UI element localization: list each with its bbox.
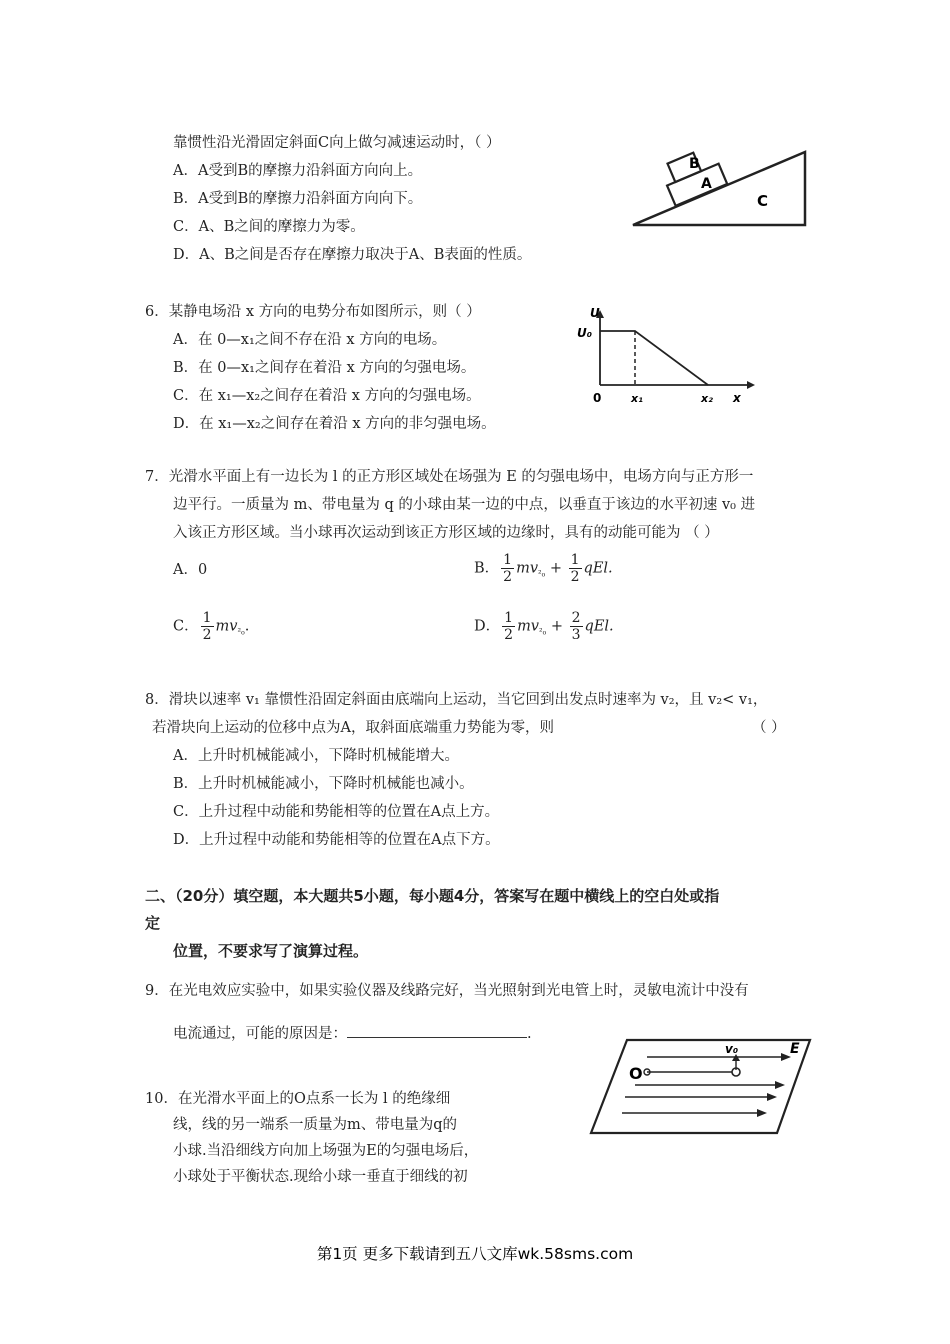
q5-incline-figure bbox=[625, 140, 815, 235]
q9-answer-blank[interactable] bbox=[347, 1023, 527, 1038]
section2-heading-2: 定 bbox=[145, 914, 161, 932]
x1-label: x₁ bbox=[631, 392, 643, 405]
q8-paren: （ ） bbox=[752, 720, 786, 736]
q7-option-b: B． $\frac{1}{2}$ $mv_{^2_0}$ + $\frac{1}{2}$ qEl. bbox=[474, 552, 613, 585]
q5-option-b: B．A受到B的摩擦力沿斜面方向向下。 bbox=[173, 191, 423, 207]
q7-option-d: D． $\frac{1}{2}$ $mv_{^2_0}$ + $\frac{2}{3}$ qEl. bbox=[474, 610, 614, 643]
origin-label: 0 bbox=[593, 391, 602, 405]
label-a: A bbox=[701, 176, 712, 192]
label-v0: v₀ bbox=[725, 1042, 739, 1056]
q8-option-d: D．上升过程中动能和势能相等的位置在A点下方。 bbox=[173, 832, 500, 848]
q6-option-b: B．在 0—x₁之间存在着沿 x 方向的匀强电场。 bbox=[173, 360, 476, 376]
axis-u-label: U bbox=[590, 306, 600, 320]
axis-x-label: x bbox=[733, 391, 741, 405]
q8-line-2: 若滑块向上运动的位移中点为A，取斜面底端重力势能为零，则 bbox=[152, 720, 554, 736]
label-e: E bbox=[790, 1041, 800, 1057]
q7-option-c: C． $\frac{1}{2}$ $mv_{^2_0}$. bbox=[173, 610, 250, 643]
label-o: O bbox=[629, 1064, 643, 1083]
q5-option-d: D．A、B之间是否存在摩擦力取决于A、B表面的性质。 bbox=[173, 247, 532, 263]
q6-option-a: A．在 0—x₁之间不存在沿 x 方向的电场。 bbox=[173, 332, 447, 348]
q6-option-d: D．在 x₁—x₂之间存在着沿 x 方向的非匀强电场。 bbox=[173, 416, 496, 432]
q6-stem: 6．某静电场沿 x 方向的电势分布如图所示，则（ ） bbox=[145, 304, 481, 320]
u0-label: U₀ bbox=[577, 326, 592, 340]
q5-option-c: C．A、B之间的摩擦力为零。 bbox=[173, 219, 365, 235]
q5-option-a: A．A受到B的摩擦力沿斜面方向向上。 bbox=[173, 163, 423, 179]
section2-heading-3: 位置，不要求写了演算过程。 bbox=[173, 942, 369, 960]
potential-curve bbox=[600, 331, 708, 385]
q8-option-a: A．上升时机械能减小，下降时机械能增大。 bbox=[173, 748, 459, 764]
q10-line-3: 小球.当沿细线方向加上场强为E的匀强电场后， bbox=[173, 1143, 479, 1159]
q6-option-c: C．在 x₁—x₂之间存在着沿 x 方向的匀强电场。 bbox=[173, 388, 481, 404]
q10-line-4: 小球处于平衡状态.现给小球一垂直于细线的初 bbox=[173, 1169, 468, 1185]
q8-option-b: B．上升时机械能减小，下降时机械能也减小。 bbox=[173, 776, 474, 792]
q9-line-1: 9．在光电效应实验中，如果实验仪器及线路完好，当光照射到光电管上时，灵敏电流计中没有 bbox=[145, 983, 749, 999]
x2-label: x₂ bbox=[701, 392, 713, 405]
q6-potential-graph bbox=[575, 300, 760, 410]
label-c: C bbox=[757, 192, 769, 210]
label-b: B bbox=[689, 156, 700, 172]
section2-heading-1: 二、（20分）填空题，本大题共5小题，每小题4分，答案写在题中横线上的空白处或指 bbox=[145, 887, 720, 905]
q9-line-2: 电流通过，可能的原因是： . bbox=[173, 1023, 532, 1044]
page-footer: 第1页 更多下载请到五八文库wk.58sms.com bbox=[316, 1245, 634, 1263]
q5-stem: 靠惯性沿光滑固定斜面C向上做匀减速运动时，（ ） bbox=[173, 135, 501, 151]
q7-line-1: 7．光滑水平面上有一边长为 l 的正方形区域处在场强为 E 的匀强电场中，电场方向与正方形一 bbox=[145, 469, 754, 485]
q10-line-1: 10．在光滑水平面上的O点系一长为 l 的绝缘细 bbox=[145, 1091, 451, 1107]
q7-line-2: 边平行。一质量为 m、带电量为 q 的小球由某一边的中点，以垂直于该边的水平初速 v₀ 进 bbox=[173, 497, 756, 513]
q7-option-a: A．0 bbox=[173, 562, 208, 578]
q8-option-c: C．上升过程中动能和势能相等的位置在A点上方。 bbox=[173, 804, 500, 820]
q7-line-3: 入该正方形区域。当小球再次运动到该正方形区域的边缘时，具有的动能可能为 （ ） bbox=[173, 525, 719, 541]
q8-line-1: 8．滑块以速率 v₁ 靠惯性沿固定斜面由底端向上运动，当它回到出发点时速率为 v₂，且 v₂< v₁， bbox=[145, 692, 768, 708]
q10-line-2: 线，线的另一端系一质量为m、带电量为q的 bbox=[173, 1117, 458, 1133]
q10-field-figure bbox=[585, 1037, 815, 1137]
